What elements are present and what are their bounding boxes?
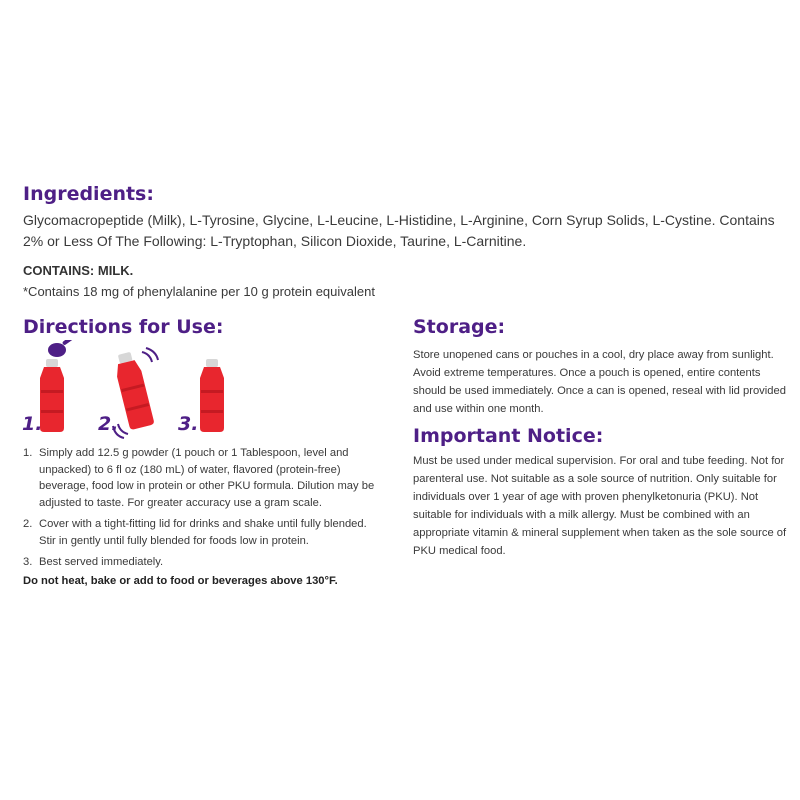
step-2-label: 2. xyxy=(98,413,119,435)
step-number: 1. xyxy=(23,447,33,459)
bottle-1-icon xyxy=(40,359,64,432)
list-item xyxy=(23,554,375,571)
list-item xyxy=(23,516,375,549)
step-number: 2. xyxy=(23,518,33,530)
storage-heading: Storage: xyxy=(413,316,506,338)
storage-text: Store unopened cans or pouches in a cool, dry place away from sunlight. Avoid extreme temperatures. Once a pouch is opened, entire contents should be used immediately. Once a can is opened, reseal with lid provided and use within one month. xyxy=(413,349,786,415)
scoop-icon xyxy=(48,340,74,357)
ingredients-text: Glycomacropeptide (Milk), L-Tyrosine, Glycine, L-Leucine, L-Histidine, L-Arginine, Corn Syrup Solids, L-Cystine. Contains 2% or Less Of The Following: L-Tryptophan, Silicon Dioxide, Taurine, L-Carnitine. xyxy=(23,212,775,249)
important-notice-text: Must be used under medical supervision. For oral and tube feeding. Not for parenteral use. Not suitable as a sole source of nutrition. Only suitable for individuals over 1 year of age with proven phenylketonuria (PKU). Not suitable for individuals with a milk allergy. Must be combined with an appropriate vitamin & mineral supplement when taken as the sole source of PKU medical food. xyxy=(413,455,787,557)
contains-milk-text: CONTAINS: MILK. xyxy=(23,263,134,278)
bottle-3-icon xyxy=(200,359,224,432)
directions-heading: Directions for Use: xyxy=(23,316,224,338)
step-1-label: 1. xyxy=(22,413,43,435)
step-3-label: 3. xyxy=(178,413,199,435)
important-notice-heading: Important Notice: xyxy=(413,425,604,447)
ingredients-heading: Ingredients: xyxy=(23,183,154,205)
step-text: Best served immediately. xyxy=(39,556,164,568)
phenylalanine-note: *Contains 18 mg of phenylalanine per 10 g protein equivalent xyxy=(23,284,375,299)
step-text: Cover with a tight-fitting lid for drinks and shake until fully blended. Stir in gently until fully blended for foods low in protein. xyxy=(39,518,367,547)
step-text: Simply add 12.5 g powder (1 pouch or 1 Tablespoon, level and unpacked) to 6 fl oz (180 mL) of water, flavored (protein-free) beverage, food low in protein or other PKU formula. Dilution may be adjusted to taste. For greater accuracy use a gram scale. xyxy=(39,447,375,509)
step-number: 3. xyxy=(23,556,33,568)
directions-list xyxy=(23,445,375,576)
preparation-steps-illustration xyxy=(20,340,250,440)
heat-warning: Do not heat, bake or add to food or beverages above 130°F. xyxy=(23,575,338,587)
list-item xyxy=(23,445,375,511)
